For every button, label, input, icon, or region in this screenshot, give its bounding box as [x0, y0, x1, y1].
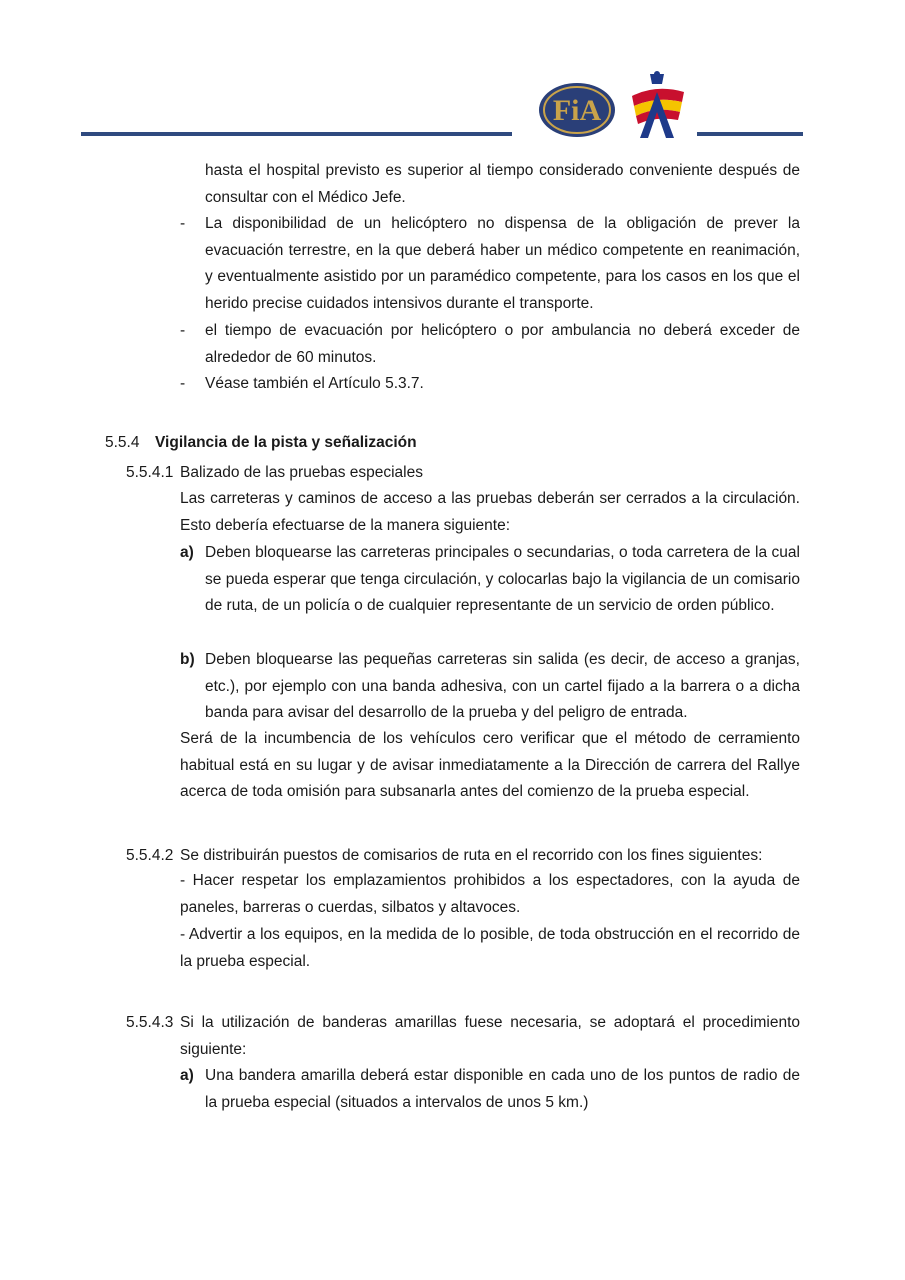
svg-text:FiA: FiA	[552, 94, 602, 127]
bullet-marker: -	[180, 375, 186, 392]
list-item: Deben bloquearse las pequeñas carreteras sin salida (es decir, de acceso a granjas, etc.), por ejemplo con una banda adhesiva, con un cartel fijado a la barrera o a dicha banda para avisar del desarrollo de la prueba y del peligro de entrada.	[205, 651, 800, 722]
bullet-item: Véase también el Artículo 5.3.7.	[205, 375, 424, 392]
header-rule-left	[81, 132, 512, 136]
subsection-number: 5.5.4.1	[126, 464, 174, 481]
bullet-item: La disponibilidad de un helicóptero no dispensa de la obligación de prever la evacuación terrestre, en la que deberá haber un médico competente en reanimación, y eventualmente asistido por un paramédico competente, para los casos en los que el herido precise cuidados intensivos durante el transporte.	[205, 215, 800, 313]
list-item: Deben bloquearse las carreteras principales o secundarias, o toda carretera de la cual se pueda esperar que tenga circulación, y colocarlas bajo la vigilancia de un comisario de ruta, de un policía o de cualquier representante de un servicio de orden público.	[205, 544, 800, 615]
subsection-number: 5.5.4.2	[126, 847, 174, 864]
paragraph: Las carreteras y caminos de acceso a las pruebas deberán ser cerrados a la circulación. Esto debería efectuarse de la manera siguiente:	[180, 490, 800, 534]
continuation-paragraph: hasta el hospital previsto es superior al tiempo considerado conveniente después de consultar con el Médico Jefe.	[205, 162, 800, 206]
header-rule-right	[697, 132, 803, 136]
subsection-title: Se distribuirán puestos de comisarios de ruta en el recorrido con los fines siguientes:	[180, 847, 763, 864]
item-label: b)	[180, 651, 195, 668]
bullet-marker: -	[180, 322, 186, 339]
item-label: a)	[180, 544, 194, 561]
item-label: a)	[180, 1067, 194, 1084]
paragraph: - Advertir a los equipos, en la medida de lo posible, de toda obstrucción en el recorrido de la prueba especial.	[180, 926, 800, 970]
fia-logo	[537, 82, 617, 138]
subsection-number: 5.5.4.3	[126, 1014, 174, 1031]
list-item: Una bandera amarilla deberá estar disponible en cada uno de los puntos de radio de la prueba especial (situados a intervalos de unos 5 km.)	[205, 1067, 800, 1111]
section-number: 5.5.4	[105, 434, 140, 451]
paragraph: Será de la incumbencia de los vehículos cero verificar que el método de cerramiento habitual está en su lugar y de avisar inmediatamente a la Dirección de carrera del Rallye acerca de toda omisión para subsanarla antes del comienzo de la prueba especial.	[180, 730, 800, 801]
bullet-marker: -	[180, 215, 186, 232]
subsection-title: Si la utilización de banderas amarillas fuese necesaria, se adoptará el procedimiento siguiente:	[180, 1014, 800, 1058]
section-title: Vigilancia de la pista y señalización	[155, 434, 417, 451]
bullet-item: el tiempo de evacuación por helicóptero o por ambulancia no deberá exceder de alrededor de 60 minutos.	[205, 322, 800, 366]
rfeda-logo	[626, 70, 688, 140]
subsection-title: Balizado de las pruebas especiales	[180, 464, 423, 481]
paragraph: - Hacer respetar los emplazamientos prohibidos a los espectadores, con la ayuda de paneles, barreras o cuerdas, silbatos y altavoces.	[180, 872, 800, 916]
